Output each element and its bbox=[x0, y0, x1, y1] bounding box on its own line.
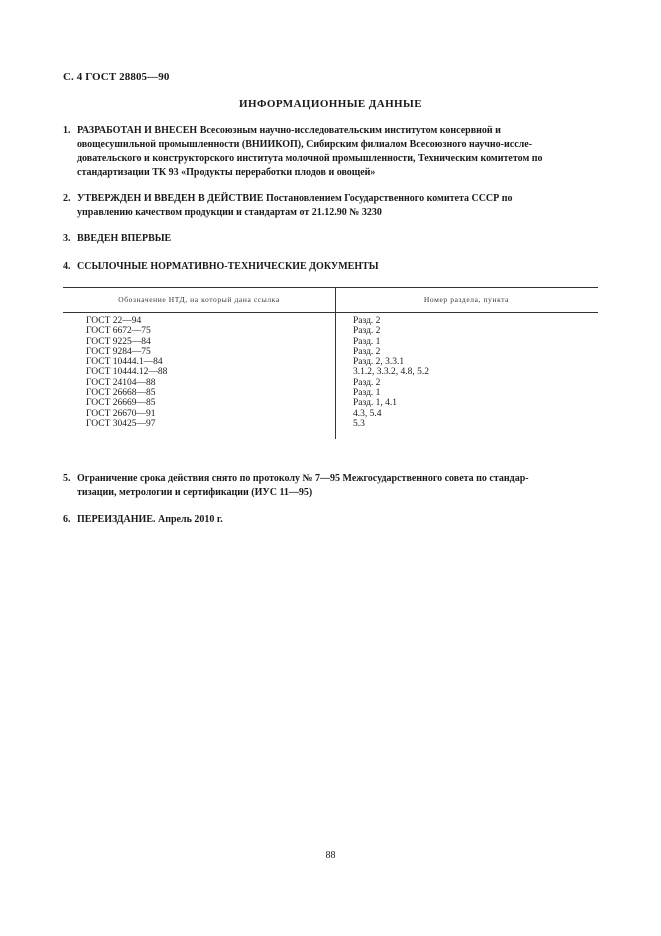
doc-cell: ГОСТ 10444.1—84 bbox=[86, 357, 163, 368]
item-number: 4. bbox=[63, 261, 71, 272]
item-line: довательского и конструкторского института молочной промышленности, Техническим комитетом по bbox=[77, 153, 543, 164]
section-cell: Разд. 2, 3.3.1 bbox=[353, 357, 405, 368]
reference-table-body bbox=[63, 311, 598, 439]
table-row bbox=[63, 316, 598, 326]
table-row bbox=[63, 419, 598, 429]
section-cell: Разд. 1 bbox=[353, 336, 381, 347]
table-row bbox=[63, 388, 598, 398]
info-item-6 bbox=[63, 513, 598, 527]
section-cell: 5.3 bbox=[353, 418, 365, 429]
doc-cell: ГОСТ 30425—97 bbox=[86, 418, 156, 429]
table-row bbox=[63, 337, 598, 347]
item-line: управлению качеством продукции и стандартам от 21.12.90 № 3230 bbox=[77, 207, 382, 218]
doc-cell: ГОСТ 9284—75 bbox=[86, 346, 151, 357]
section-cell: Разд. 1, 4.1 bbox=[353, 398, 398, 409]
item-text: ПЕРЕИЗДАНИЕ. Апрель 2010 г. bbox=[77, 514, 223, 525]
info-item-4 bbox=[63, 260, 598, 274]
item-number: 6. bbox=[63, 514, 71, 525]
section-cell: Разд. 1 bbox=[353, 388, 381, 399]
page-number: 88 bbox=[325, 850, 336, 861]
item-line: РАЗРАБОТАН И ВНЕСЕН Всесоюзным научно-исследовательским институтом консервной и bbox=[77, 125, 501, 136]
item-line: тизации, метрологии и сертификации (ИУС 11—95) bbox=[77, 487, 313, 498]
item-text: ССЫЛОЧНЫЕ НОРМАТИВНО-ТЕХНИЧЕСКИЕ ДОКУМЕНТЫ bbox=[77, 261, 379, 272]
column-header-document: Обозначение НТД, на который дана ссылка bbox=[118, 295, 280, 304]
column-header-section: Номер раздела, пункта bbox=[423, 295, 510, 304]
doc-cell: ГОСТ 6672—75 bbox=[86, 326, 151, 337]
section-cell: Разд. 2 bbox=[353, 377, 381, 388]
page-header: С. 4 ГОСТ 28805—90 bbox=[63, 71, 170, 83]
section-cell: 3.1.2, 3.3.2, 4.8, 5.2 bbox=[353, 367, 429, 378]
doc-cell: ГОСТ 10444.12—88 bbox=[86, 367, 168, 378]
section-cell: Разд. 2 bbox=[353, 316, 381, 326]
section-cell: 4.3, 5.4 bbox=[353, 408, 382, 419]
doc-cell: ГОСТ 26668—85 bbox=[86, 388, 156, 399]
table-row bbox=[63, 378, 598, 388]
doc-cell: ГОСТ 26669—85 bbox=[86, 398, 156, 409]
item-line: стандартизации ТК 93 «Продукты переработки плодов и овощей» bbox=[77, 167, 376, 178]
table-row bbox=[63, 367, 598, 377]
item-number: 1. bbox=[63, 125, 71, 136]
table-row bbox=[63, 398, 598, 408]
item-number: 3. bbox=[63, 233, 71, 244]
section-cell: Разд. 2 bbox=[353, 346, 381, 357]
item-line: УТВЕРЖДЕН И ВВЕДЕН В ДЕЙСТВИЕ Постановлением Государственного комитета СССР по bbox=[77, 193, 513, 204]
doc-cell: ГОСТ 24104—88 bbox=[86, 377, 156, 388]
table-row bbox=[63, 347, 598, 357]
section-title: ИНФОРМАЦИОННЫЕ ДАННЫЕ bbox=[239, 98, 422, 110]
item-line: овощесушильной промышленности (ВНИИКОП), Сибирским филиалом Всесоюзного научно-иссле- bbox=[77, 139, 533, 150]
doc-cell: ГОСТ 9225—84 bbox=[86, 336, 151, 347]
table-rows bbox=[63, 316, 598, 429]
info-item-2 bbox=[63, 192, 598, 220]
doc-cell: ГОСТ 26670—91 bbox=[86, 408, 156, 419]
table-row bbox=[63, 326, 598, 336]
section-cell: Разд. 2 bbox=[353, 326, 381, 337]
info-item-5 bbox=[63, 472, 598, 500]
item-line: Ограничение срока действия снято по протоколу № 7—95 Межгосударственного совета по стандар- bbox=[77, 473, 529, 484]
item-number: 5. bbox=[63, 473, 71, 484]
info-item-1 bbox=[63, 124, 598, 180]
table-row bbox=[63, 357, 598, 367]
reference-table-header bbox=[63, 287, 598, 313]
doc-cell: ГОСТ 22—94 bbox=[86, 316, 142, 326]
table-row bbox=[63, 409, 598, 419]
info-item-3 bbox=[63, 232, 598, 246]
item-text: ВВЕДЕН ВПЕРВЫЕ bbox=[77, 233, 172, 244]
item-number: 2. bbox=[63, 193, 71, 204]
